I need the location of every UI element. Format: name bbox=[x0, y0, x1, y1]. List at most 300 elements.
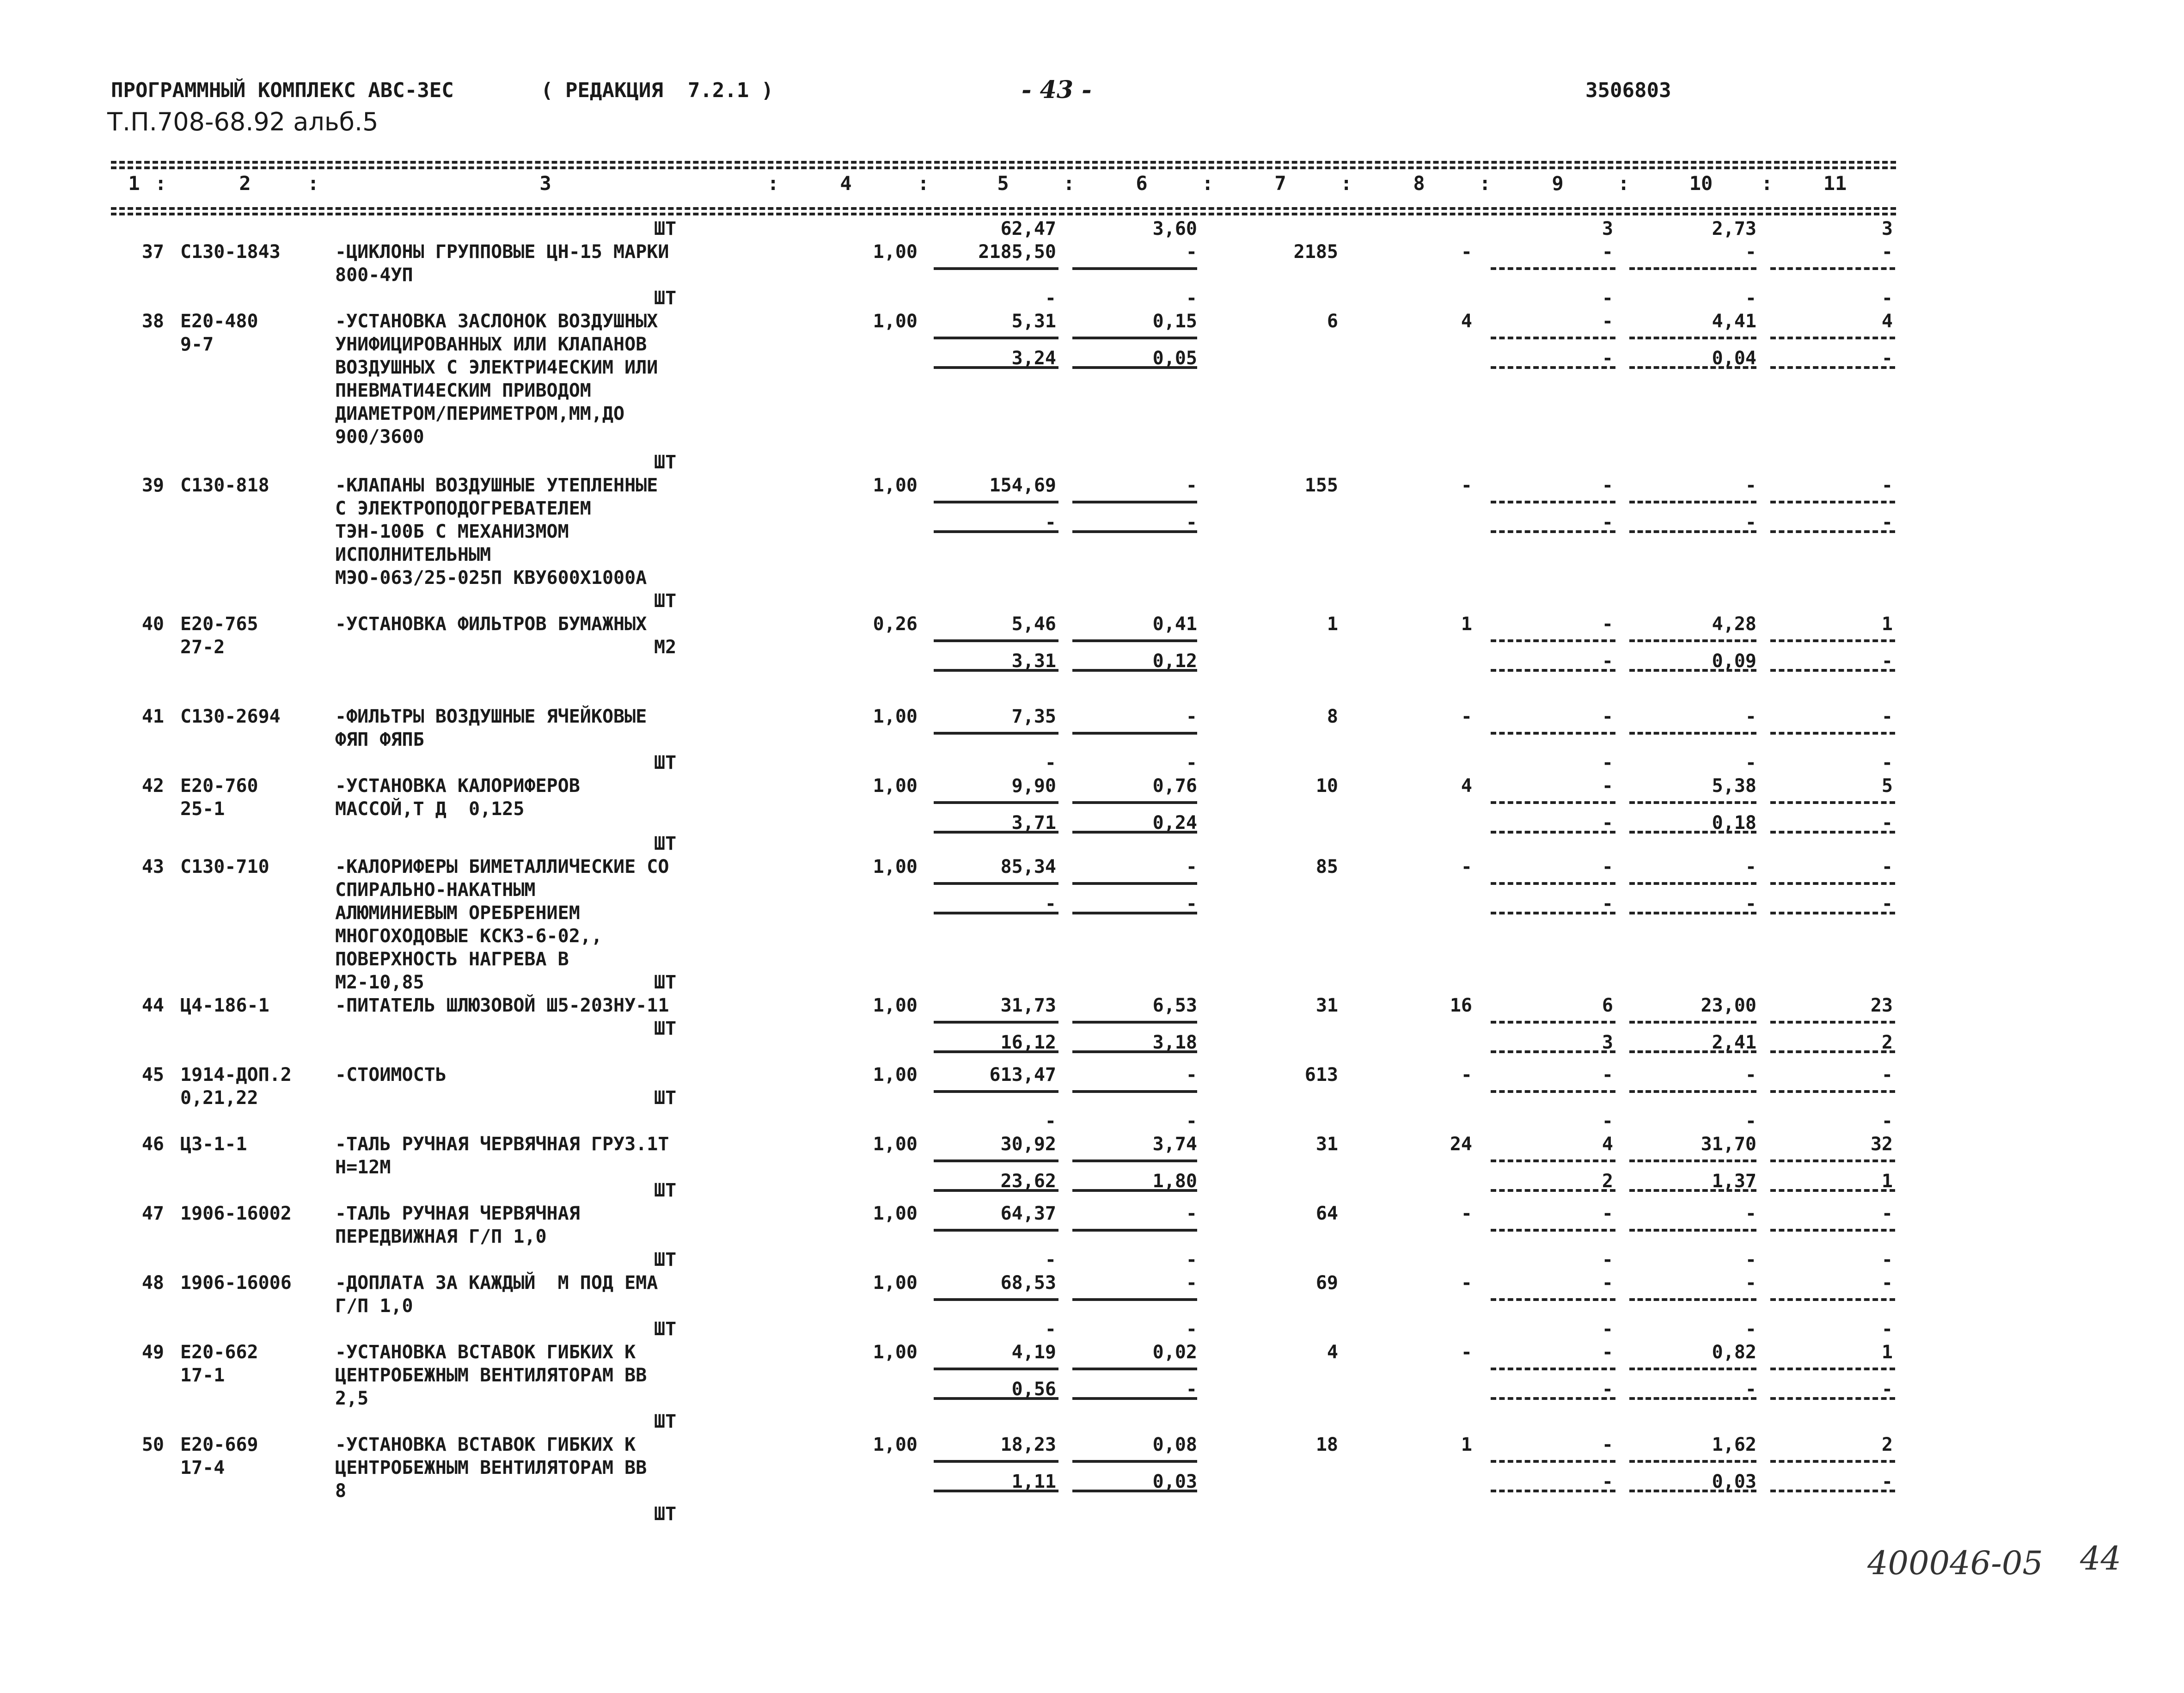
resource-code: Е20-480 bbox=[180, 311, 258, 332]
cost-col-9-bottom: 3 bbox=[1602, 1032, 1613, 1053]
cost-col-6-bottom: 3,18 bbox=[1152, 1032, 1197, 1053]
value-rule bbox=[1629, 1159, 1756, 1162]
total-col-7: 18 bbox=[1315, 1434, 1338, 1455]
quantity: 1,00 bbox=[873, 1064, 918, 1086]
row-number: 44 bbox=[141, 995, 164, 1016]
cost-col-6: - bbox=[1186, 706, 1197, 727]
total-col-7: 31 bbox=[1315, 1134, 1338, 1155]
value-rule bbox=[934, 1090, 1058, 1093]
program-name: ПРОГРАММНЫЙ КОМПЛЕКС АВС-3ЕС bbox=[111, 79, 454, 102]
value-rule bbox=[1491, 669, 1615, 672]
cost-col-9: - bbox=[1602, 1272, 1613, 1294]
total-col-8: - bbox=[1461, 856, 1472, 877]
header-rule-top-2 bbox=[111, 166, 1896, 169]
cost-col-6-bottom: 0,24 bbox=[1152, 812, 1197, 834]
value-rule bbox=[1770, 732, 1895, 735]
cost-col-9: - bbox=[1602, 856, 1613, 877]
cost-col-11: - bbox=[1881, 1272, 1893, 1294]
header-rule-bottom-2 bbox=[111, 213, 1896, 215]
cost-col-10-top: - bbox=[1745, 1319, 1756, 1340]
quantity: 1,00 bbox=[873, 856, 918, 877]
column-separator: : bbox=[1479, 172, 1491, 195]
item-description: ПНЕВМАТИ4ЕСКИМ ПРИВОДОМ bbox=[335, 380, 591, 401]
row-number: 42 bbox=[141, 775, 164, 797]
row-number: 46 bbox=[141, 1134, 164, 1155]
item-description: -КАЛОРИФЕРЫ БИМЕТАЛЛИЧЕСКИЕ СО bbox=[335, 856, 669, 877]
unit-label: ШТ bbox=[654, 752, 677, 773]
page-number: - 43 - bbox=[1022, 76, 1092, 104]
cost-col-9-top: 3 bbox=[1602, 218, 1613, 239]
resource-code: С130-1843 bbox=[180, 241, 281, 263]
cost-col-11: - bbox=[1881, 856, 1893, 877]
cost-col-9: - bbox=[1602, 1203, 1613, 1224]
cost-col-11: - bbox=[1881, 241, 1893, 263]
column-header-11: 11 bbox=[1823, 172, 1847, 195]
value-rule bbox=[1629, 337, 1756, 339]
value-rule bbox=[1072, 337, 1197, 339]
value-rule bbox=[1072, 1090, 1197, 1093]
quantity: 1,00 bbox=[873, 1434, 918, 1455]
cost-col-10-bottom: 2,41 bbox=[1712, 1032, 1756, 1053]
cost-col-6-top: 3,60 bbox=[1152, 218, 1197, 239]
cost-col-5-bottom: 3,31 bbox=[1011, 650, 1056, 672]
resource-code: Ц3-1-1 bbox=[180, 1134, 247, 1155]
cost-col-5: 30,92 bbox=[1000, 1134, 1056, 1155]
value-rule bbox=[1072, 267, 1197, 270]
cost-col-5: 5,46 bbox=[1011, 613, 1056, 635]
value-rule bbox=[934, 669, 1058, 672]
value-rule bbox=[1770, 1490, 1895, 1492]
cost-col-6-bottom: - bbox=[1186, 893, 1197, 914]
column-header-1: 1 bbox=[128, 172, 140, 195]
cost-col-5: 7,35 bbox=[1011, 706, 1056, 727]
value-rule bbox=[1770, 1090, 1895, 1093]
value-rule bbox=[1491, 1159, 1615, 1162]
cost-col-5-bottom: 3,71 bbox=[1011, 812, 1056, 834]
column-separator: : bbox=[1340, 172, 1352, 195]
cost-col-6: - bbox=[1186, 475, 1197, 496]
value-rule bbox=[1629, 912, 1756, 914]
item-description: 2,5 bbox=[335, 1388, 369, 1409]
value-rule bbox=[934, 1159, 1058, 1162]
total-col-8: - bbox=[1461, 475, 1472, 496]
document-subtitle: Т.П.708-68.92 альб.5 bbox=[107, 107, 379, 136]
value-rule bbox=[1491, 501, 1615, 503]
cost-col-5-bottom: - bbox=[1045, 893, 1056, 914]
cost-col-9: - bbox=[1602, 775, 1613, 797]
resource-code: Е20-760 bbox=[180, 775, 258, 797]
value-rule bbox=[1072, 1397, 1197, 1400]
resource-code-sub: 25-1 bbox=[180, 798, 225, 820]
resource-code-sub: 17-4 bbox=[180, 1457, 225, 1478]
value-rule bbox=[934, 1490, 1058, 1492]
cost-col-9: - bbox=[1602, 613, 1613, 635]
cost-col-10-top: - bbox=[1745, 1249, 1756, 1270]
value-rule bbox=[1072, 530, 1197, 533]
cost-col-10: - bbox=[1745, 475, 1756, 496]
item-description: -ПИТАТЕЛЬ ШЛЮЗОВОЙ Ш5-20ЗНУ-11 bbox=[335, 995, 669, 1016]
item-description: МАССОЙ,Т Д 0,125 bbox=[335, 798, 525, 820]
value-rule bbox=[1629, 1298, 1756, 1301]
unit-label: ШТ bbox=[654, 590, 677, 612]
row-number: 50 bbox=[141, 1434, 164, 1455]
value-rule bbox=[1072, 882, 1197, 885]
value-rule bbox=[1770, 882, 1895, 885]
cost-col-10-top: - bbox=[1745, 752, 1756, 773]
row-number: 39 bbox=[141, 475, 164, 496]
cost-col-5-top: - bbox=[1045, 752, 1056, 773]
value-rule bbox=[1770, 912, 1895, 914]
cost-col-5: 68,53 bbox=[1000, 1272, 1056, 1294]
item-description: -КЛАПАНЫ ВОЗДУШНЫЕ УТЕПЛЕННЫЕ bbox=[335, 475, 658, 496]
cost-col-5: 85,34 bbox=[1000, 856, 1056, 877]
cost-col-11: - bbox=[1881, 706, 1893, 727]
cost-col-5: 5,31 bbox=[1011, 311, 1056, 332]
value-rule bbox=[1491, 882, 1615, 885]
cost-col-5-bottom: 3,24 bbox=[1011, 348, 1056, 369]
cost-col-10-bottom: 0,03 bbox=[1712, 1471, 1756, 1492]
cost-col-9-top: - bbox=[1602, 1319, 1613, 1340]
value-rule bbox=[934, 1050, 1058, 1053]
value-rule bbox=[1491, 530, 1615, 533]
total-col-8: - bbox=[1461, 1064, 1472, 1086]
unit-label: ШТ bbox=[654, 1503, 677, 1525]
total-col-8: - bbox=[1461, 241, 1472, 263]
value-rule bbox=[934, 639, 1058, 642]
item-description: -УСТАНОВКА ВСТАВОК ГИБКИХ К bbox=[335, 1342, 636, 1363]
resource-code: 1914-ДОП.2 bbox=[180, 1064, 292, 1086]
value-rule bbox=[1629, 1050, 1756, 1053]
cost-col-6-top: - bbox=[1186, 752, 1197, 773]
value-rule bbox=[934, 912, 1058, 914]
unit-label: ШТ bbox=[654, 288, 677, 309]
cost-col-5-top: 62,47 bbox=[1000, 218, 1056, 239]
unit-label: ШТ bbox=[654, 833, 677, 854]
cost-col-6: 0,08 bbox=[1152, 1434, 1197, 1455]
value-rule bbox=[1629, 1368, 1756, 1370]
value-rule bbox=[1629, 501, 1756, 503]
item-description: ЦЕНТРОБЕЖНЫМ ВЕНТИЛЯТОРАМ ВВ bbox=[335, 1457, 647, 1478]
column-header-3: 3 bbox=[539, 172, 551, 195]
total-col-7: 613 bbox=[1304, 1064, 1338, 1086]
item-description: -УСТАНОВКА ФИЛЬТРОВ БУМАЖНЫХ bbox=[335, 613, 647, 635]
value-rule bbox=[1629, 1090, 1756, 1093]
value-rule bbox=[1629, 366, 1756, 369]
value-rule bbox=[1770, 1460, 1895, 1463]
cost-col-10-top: 2,73 bbox=[1712, 218, 1756, 239]
total-col-7: 2185 bbox=[1293, 241, 1338, 263]
cost-col-5-bottom: 16,12 bbox=[1000, 1032, 1056, 1053]
cost-col-6-top: - bbox=[1186, 1319, 1197, 1340]
cost-col-5: 9,90 bbox=[1011, 775, 1056, 797]
item-description: Н=12М bbox=[335, 1157, 391, 1178]
value-rule bbox=[1491, 1368, 1615, 1370]
unit-label: ШТ bbox=[654, 1018, 677, 1039]
value-rule bbox=[1629, 1460, 1756, 1463]
value-rule bbox=[1491, 801, 1615, 804]
resource-code: Е20-662 bbox=[180, 1342, 258, 1363]
quantity: 1,00 bbox=[873, 311, 918, 332]
unit-label: ШТ bbox=[654, 1319, 677, 1340]
sheet-number: 44 bbox=[2080, 1540, 2122, 1577]
column-separator: : bbox=[767, 172, 779, 195]
cost-col-10: - bbox=[1745, 241, 1756, 263]
item-description: ИСПОЛНИТЕЛЬНЫМ bbox=[335, 544, 491, 565]
row-number: 47 bbox=[141, 1203, 164, 1224]
value-rule bbox=[1072, 831, 1197, 834]
total-col-8: - bbox=[1461, 1272, 1472, 1294]
value-rule bbox=[1770, 1159, 1895, 1162]
row-number: 45 bbox=[141, 1064, 164, 1086]
value-rule bbox=[934, 801, 1058, 804]
item-description: -ТАЛЬ РУЧНАЯ ЧЕРВЯЧНАЯ ГРУЗ.1Т bbox=[335, 1134, 669, 1155]
column-header-2: 2 bbox=[239, 172, 251, 195]
value-rule bbox=[934, 366, 1058, 369]
total-col-8: 4 bbox=[1461, 311, 1472, 332]
cost-col-10-bottom: 0,09 bbox=[1712, 650, 1756, 672]
column-separator: : bbox=[1618, 172, 1630, 195]
cost-col-11-bottom: - bbox=[1881, 348, 1893, 369]
item-description: УНИФИЦИРОВАННЫХ ИЛИ КЛАПАНОВ bbox=[335, 334, 647, 355]
cost-col-10: 31,70 bbox=[1701, 1134, 1756, 1155]
cost-col-6: 0,15 bbox=[1152, 311, 1197, 332]
item-description: -ДОПЛАТА ЗА КАЖДЫЙ М ПОД ЕМА bbox=[335, 1272, 658, 1294]
cost-col-11: - bbox=[1881, 475, 1893, 496]
cost-col-10-bottom: 0,04 bbox=[1712, 348, 1756, 369]
cost-col-5-top: - bbox=[1045, 1319, 1056, 1340]
total-col-7: 64 bbox=[1315, 1203, 1338, 1224]
cost-col-10-top: - bbox=[1745, 288, 1756, 309]
value-rule bbox=[1629, 882, 1756, 885]
resource-code: С130-2694 bbox=[180, 706, 281, 727]
cost-col-10: 23,00 bbox=[1701, 995, 1756, 1016]
cost-col-9: - bbox=[1602, 706, 1613, 727]
cost-col-5: 4,19 bbox=[1011, 1342, 1056, 1363]
total-col-8: - bbox=[1461, 706, 1472, 727]
value-rule bbox=[1629, 1490, 1756, 1492]
value-rule bbox=[1072, 1189, 1197, 1192]
cost-col-6-bottom: 0,03 bbox=[1152, 1471, 1197, 1492]
value-rule bbox=[934, 1368, 1058, 1370]
cost-col-5-bottom: 23,62 bbox=[1000, 1171, 1056, 1192]
cost-col-6-top: - bbox=[1186, 1249, 1197, 1270]
value-rule bbox=[1629, 1229, 1756, 1232]
cost-col-5-bottom: 0,56 bbox=[1011, 1379, 1056, 1400]
cost-col-6: 0,41 bbox=[1152, 613, 1197, 635]
cost-col-11: - bbox=[1881, 1064, 1893, 1086]
value-rule bbox=[1629, 267, 1756, 270]
cost-col-9-top: - bbox=[1602, 1249, 1613, 1270]
value-rule bbox=[1072, 1021, 1197, 1024]
unit-label: М2 bbox=[654, 637, 677, 658]
unit-label: ШТ bbox=[654, 1087, 677, 1109]
value-rule bbox=[1770, 337, 1895, 339]
resource-code-sub: 27-2 bbox=[180, 637, 225, 658]
resource-code: Е20-669 bbox=[180, 1434, 258, 1455]
value-rule bbox=[1072, 1490, 1197, 1492]
value-rule bbox=[1770, 267, 1895, 270]
value-rule bbox=[934, 1460, 1058, 1463]
cost-col-9-bottom: 2 bbox=[1602, 1171, 1613, 1192]
cost-col-11-top: - bbox=[1881, 1319, 1893, 1340]
cost-col-11-bottom: - bbox=[1881, 512, 1893, 533]
cost-col-10-bottom: - bbox=[1745, 512, 1756, 533]
total-col-8: 16 bbox=[1450, 995, 1472, 1016]
cost-col-10: - bbox=[1745, 706, 1756, 727]
value-rule bbox=[1770, 639, 1895, 642]
item-description: МНОГОХОДОВЫЕ КСК3-6-02,, bbox=[335, 926, 602, 947]
value-rule bbox=[1491, 1397, 1615, 1400]
item-description: ПОВЕРХНОСТЬ НАГРЕВА В bbox=[335, 949, 569, 970]
item-description: 800-4УП bbox=[335, 264, 413, 286]
column-separator: : bbox=[1761, 172, 1773, 195]
quantity: 0,26 bbox=[873, 613, 918, 635]
quantity: 1,00 bbox=[873, 1272, 918, 1294]
value-rule bbox=[1770, 1050, 1895, 1053]
value-rule bbox=[1770, 801, 1895, 804]
total-col-7: 85 bbox=[1315, 856, 1338, 877]
cost-col-11: 5 bbox=[1881, 775, 1893, 797]
cost-col-9: - bbox=[1602, 1064, 1613, 1086]
cost-col-9-top: - bbox=[1602, 1110, 1613, 1132]
resource-code: Ц4-186-1 bbox=[180, 995, 269, 1016]
cost-col-9-top: - bbox=[1602, 288, 1613, 309]
value-rule bbox=[1072, 912, 1197, 914]
cost-col-11: 4 bbox=[1881, 311, 1893, 332]
cost-col-11-top: - bbox=[1881, 1110, 1893, 1132]
value-rule bbox=[1770, 831, 1895, 834]
row-number: 38 bbox=[141, 311, 164, 332]
cost-col-5: 2185,50 bbox=[978, 241, 1056, 263]
value-rule bbox=[1491, 1021, 1615, 1024]
cost-col-6: - bbox=[1186, 1203, 1197, 1224]
column-header-9: 9 bbox=[1552, 172, 1564, 195]
item-description: -ФИЛЬТРЫ ВОЗДУШНЫЕ ЯЧЕЙКОВЫЕ bbox=[335, 706, 647, 727]
item-description: АЛЮМИНИЕВЫМ ОРЕБРЕНИЕМ bbox=[335, 902, 580, 924]
resource-code-sub: 9-7 bbox=[180, 334, 214, 355]
cost-col-5: 64,37 bbox=[1000, 1203, 1056, 1224]
column-header-4: 4 bbox=[840, 172, 852, 195]
unit-label: ШТ bbox=[654, 1249, 677, 1270]
row-number: 48 bbox=[141, 1272, 164, 1294]
cost-col-5: 613,47 bbox=[989, 1064, 1056, 1086]
cost-col-6: 0,76 bbox=[1152, 775, 1197, 797]
total-col-8: 24 bbox=[1450, 1134, 1472, 1155]
cost-col-11-top: - bbox=[1881, 1249, 1893, 1270]
cost-col-11-bottom: - bbox=[1881, 1471, 1893, 1492]
cost-col-6-top: - bbox=[1186, 1110, 1197, 1132]
cost-col-11-bottom: 1 bbox=[1881, 1171, 1893, 1192]
cost-col-9-top: - bbox=[1602, 752, 1613, 773]
column-header-7: 7 bbox=[1274, 172, 1286, 195]
value-rule bbox=[1629, 1021, 1756, 1024]
header-rule-top bbox=[111, 161, 1896, 164]
cost-col-10: - bbox=[1745, 856, 1756, 877]
value-rule bbox=[1072, 1159, 1197, 1162]
cost-col-6: 6,53 bbox=[1152, 995, 1197, 1016]
column-separator: : bbox=[1063, 172, 1075, 195]
cost-col-6-bottom: 1,80 bbox=[1152, 1171, 1197, 1192]
value-rule bbox=[1072, 1460, 1197, 1463]
value-rule bbox=[1629, 530, 1756, 533]
item-description: ПЕРЕДВИЖНАЯ Г/П 1,0 bbox=[335, 1226, 547, 1247]
item-description: ДИАМЕТРОМ/ПЕРИМЕТРОМ,ММ,ДО bbox=[335, 403, 625, 424]
quantity: 1,00 bbox=[873, 241, 918, 263]
cost-col-11: 32 bbox=[1870, 1134, 1893, 1155]
resource-code: Е20-765 bbox=[180, 613, 258, 635]
cost-col-11-top: - bbox=[1881, 752, 1893, 773]
cost-col-5-bottom: 1,11 bbox=[1011, 1471, 1056, 1492]
value-rule bbox=[1770, 1189, 1895, 1192]
cost-col-10: 4,28 bbox=[1712, 613, 1756, 635]
value-rule bbox=[1770, 1021, 1895, 1024]
cost-col-11: 1 bbox=[1881, 613, 1893, 635]
item-description: ТЭН-100Б С МЕХАНИЗМОМ bbox=[335, 521, 569, 542]
row-number: 37 bbox=[141, 241, 164, 263]
item-description: СПИРАЛЬНО-НАКАТНЫМ bbox=[335, 879, 536, 901]
cost-col-5-bottom: - bbox=[1045, 512, 1056, 533]
value-rule bbox=[1770, 530, 1895, 533]
value-rule bbox=[1072, 639, 1197, 642]
unit-label: ШТ bbox=[654, 972, 677, 993]
value-rule bbox=[1072, 801, 1197, 804]
value-rule bbox=[1072, 501, 1197, 503]
value-rule bbox=[934, 1189, 1058, 1192]
cost-col-10: - bbox=[1745, 1203, 1756, 1224]
value-rule bbox=[1629, 801, 1756, 804]
value-rule bbox=[1072, 1368, 1197, 1370]
value-rule bbox=[1629, 1397, 1756, 1400]
value-rule bbox=[1072, 732, 1197, 735]
cost-col-9-bottom: - bbox=[1602, 650, 1613, 672]
item-description: -ЦИКЛОНЫ ГРУППОВЫЕ ЦН-15 МАРКИ bbox=[335, 241, 669, 263]
cost-col-6: - bbox=[1186, 1064, 1197, 1086]
value-rule bbox=[1770, 1397, 1895, 1400]
value-rule bbox=[934, 501, 1058, 503]
value-rule bbox=[1770, 366, 1895, 369]
value-rule bbox=[1491, 337, 1615, 339]
cost-col-6: - bbox=[1186, 241, 1197, 263]
cost-col-9: - bbox=[1602, 311, 1613, 332]
value-rule bbox=[1491, 831, 1615, 834]
cost-col-10: 4,41 bbox=[1712, 311, 1756, 332]
cost-col-5: 31,73 bbox=[1000, 995, 1056, 1016]
value-rule bbox=[1629, 831, 1756, 834]
quantity: 1,00 bbox=[873, 1134, 918, 1155]
cost-col-9: 6 bbox=[1602, 995, 1613, 1016]
cost-col-6: - bbox=[1186, 856, 1197, 877]
resource-code: С130-710 bbox=[180, 856, 269, 877]
value-rule bbox=[1072, 366, 1197, 369]
total-col-8: 4 bbox=[1461, 775, 1472, 797]
item-description: ВОЗДУШНЫХ С ЭЛЕКТРИ4ЕСКИМ ИЛИ bbox=[335, 357, 658, 378]
cost-col-11-bottom: - bbox=[1881, 893, 1893, 914]
total-col-7: 69 bbox=[1315, 1272, 1338, 1294]
value-rule bbox=[934, 1021, 1058, 1024]
cost-col-6: 0,02 bbox=[1152, 1342, 1197, 1363]
value-rule bbox=[1491, 366, 1615, 369]
value-rule bbox=[1491, 1189, 1615, 1192]
row-number: 49 bbox=[141, 1342, 164, 1363]
value-rule bbox=[1629, 732, 1756, 735]
cost-col-11: - bbox=[1881, 1203, 1893, 1224]
value-rule bbox=[1491, 1460, 1615, 1463]
item-description: МЭО-063/25-025П КВУ600Х1000А bbox=[335, 567, 647, 589]
cost-col-9: - bbox=[1602, 1434, 1613, 1455]
total-col-7: 10 bbox=[1315, 775, 1338, 797]
value-rule bbox=[934, 1298, 1058, 1301]
item-description: -УСТАНОВКА ВСТАВОК ГИБКИХ К bbox=[335, 1434, 636, 1455]
